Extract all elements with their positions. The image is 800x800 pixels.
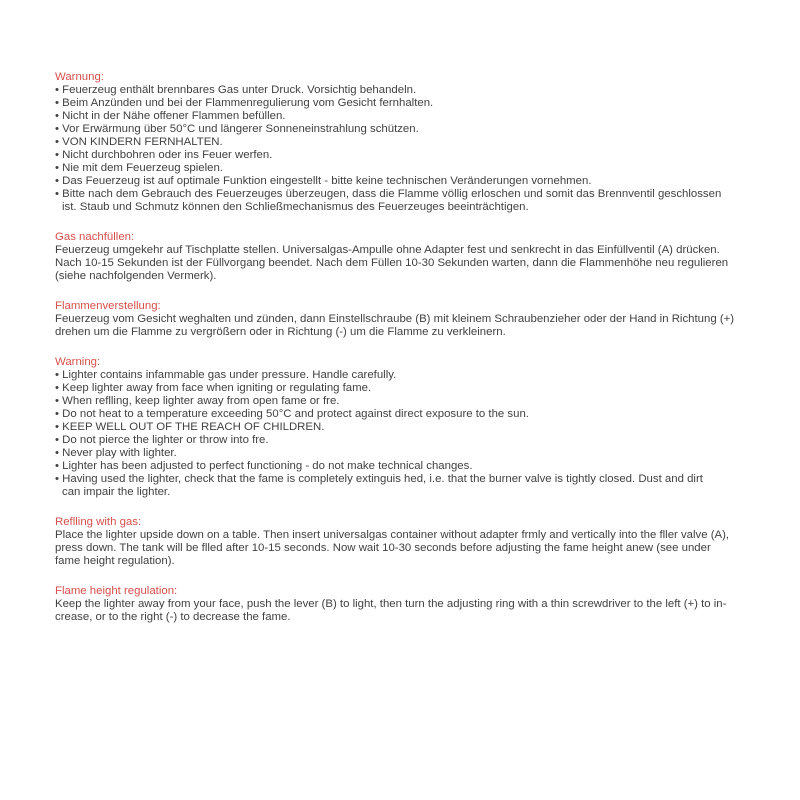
text-line: • Nie mit dem Feuerzeug spielen. bbox=[55, 162, 223, 174]
text-line: • Das Feuerzeug ist auf optimale Funktion eingestellt - bitte keine technischen Veränderungen vornehmen. bbox=[55, 175, 592, 187]
text-line: • Having used the lighter, check that the fame is completely extinguis hed, i.e. that the burner valve is tightly closed. Dust and dirt bbox=[55, 473, 703, 485]
text-line: • Nicht durchbohren oder ins Feuer werfen. bbox=[55, 149, 273, 161]
text-line: • Keep lighter away from face when igniting or regulating fame. bbox=[55, 382, 372, 394]
text-line: • Do not heat to a temperature exceeding 50°C and protect against direct exposure to the sun. bbox=[55, 408, 529, 420]
text-line: Feuerzeug umgekehr auf Tischplatte stellen. Universalgas-Ampulle ohne Adapter fest und senkrecht in das Einfüllventil (A) drücken. bbox=[55, 244, 720, 256]
text-line: • KEEP WELL OUT OF THE REACH OF CHILDREN. bbox=[55, 421, 325, 433]
text-line: • Beim Anzünden und bei der Flammenregulierung vom Gesicht fernhalten. bbox=[55, 97, 434, 109]
section-heading: Flammenverstellung: bbox=[55, 300, 161, 312]
text-line: • Bitte nach dem Gebrauch des Feuerzeuges überzeugen, dass die Flamme völlig erloschen und somit das Brennventil geschlossen bbox=[55, 188, 722, 200]
text-line: • Lighter contains infammable gas under pressure. Handle carefully. bbox=[55, 369, 397, 381]
section-heading: Flame height regulation: bbox=[55, 585, 178, 597]
section-3 bbox=[55, 356, 755, 499]
text-line: can impair the lighter. bbox=[62, 486, 171, 498]
text-line: ist. Staub und Schmutz können den Schließmechanismus des Feuerzeuges beeinträchtigen. bbox=[62, 201, 529, 213]
section-0 bbox=[55, 71, 755, 214]
text-line: Nach 10-15 Sekunden ist der Füllvorgang beendet. Nach dem Füllen 10-30 Sekunden warten, dann die Flammenhöhe neu regulieren bbox=[55, 257, 729, 269]
text-line: drehen um die Flamme zu vergrößern oder in Richtung (-) um die Flamme zu verkleinern. bbox=[55, 326, 506, 338]
text-line: Feuerzeug vom Gesicht weghalten und zünden, dann Einstellschraube (B) mit kleinem Schraubenzieher oder der Hand in Richtung (+) bbox=[55, 313, 735, 325]
text-line: Place the lighter upside down on a table. Then insert universalgas container without adapter frmly and vertically into the fller valve (A), bbox=[55, 529, 730, 541]
text-line: • Lighter has been adjusted to perfect functioning - do not make technical changes. bbox=[55, 460, 473, 472]
section-4 bbox=[55, 516, 755, 568]
section-5 bbox=[55, 585, 755, 624]
text-line: • When reflling, keep lighter away from open fame or fre. bbox=[55, 395, 340, 407]
text-line: crease, or to the right (-) to decrease the fame. bbox=[55, 611, 291, 623]
text-line: • VON KINDERN FERNHALTEN. bbox=[55, 136, 223, 148]
text-line: • Nicht in der Nähe offener Flammen befüllen. bbox=[55, 110, 286, 122]
section-heading: Warning: bbox=[55, 356, 101, 368]
text-line: • Never play with lighter. bbox=[55, 447, 177, 459]
text-line: • Vor Erwärmung über 50°C und längerer Sonneneinstrahlung schützen. bbox=[55, 123, 419, 135]
section-heading: Gas nachfüllen: bbox=[55, 231, 135, 243]
section-heading: Reflling with gas: bbox=[55, 516, 142, 528]
section-heading: Warnung: bbox=[55, 71, 104, 83]
text-line: • Do not pierce the lighter or throw into fre. bbox=[55, 434, 269, 446]
text-line: • Feuerzeug enthält brennbares Gas unter Druck. Vorsichtig behandeln. bbox=[55, 84, 417, 96]
instruction-text-block bbox=[55, 71, 755, 624]
text-line: (siehe nachfolgenden Vermerk). bbox=[55, 270, 217, 282]
text-line: fame height regulation). bbox=[55, 555, 175, 567]
text-line: press down. The tank will be flled after 10-15 seconds. Now wait 10-30 seconds before adjusting the fame height anew (see under bbox=[55, 542, 711, 554]
section-2 bbox=[55, 300, 755, 339]
text-line: Keep the lighter away from your face, push the lever (B) to light, then turn the adjusting ring with a thin screwdriver to the left (+) to in- bbox=[55, 598, 727, 610]
section-1 bbox=[55, 231, 755, 283]
